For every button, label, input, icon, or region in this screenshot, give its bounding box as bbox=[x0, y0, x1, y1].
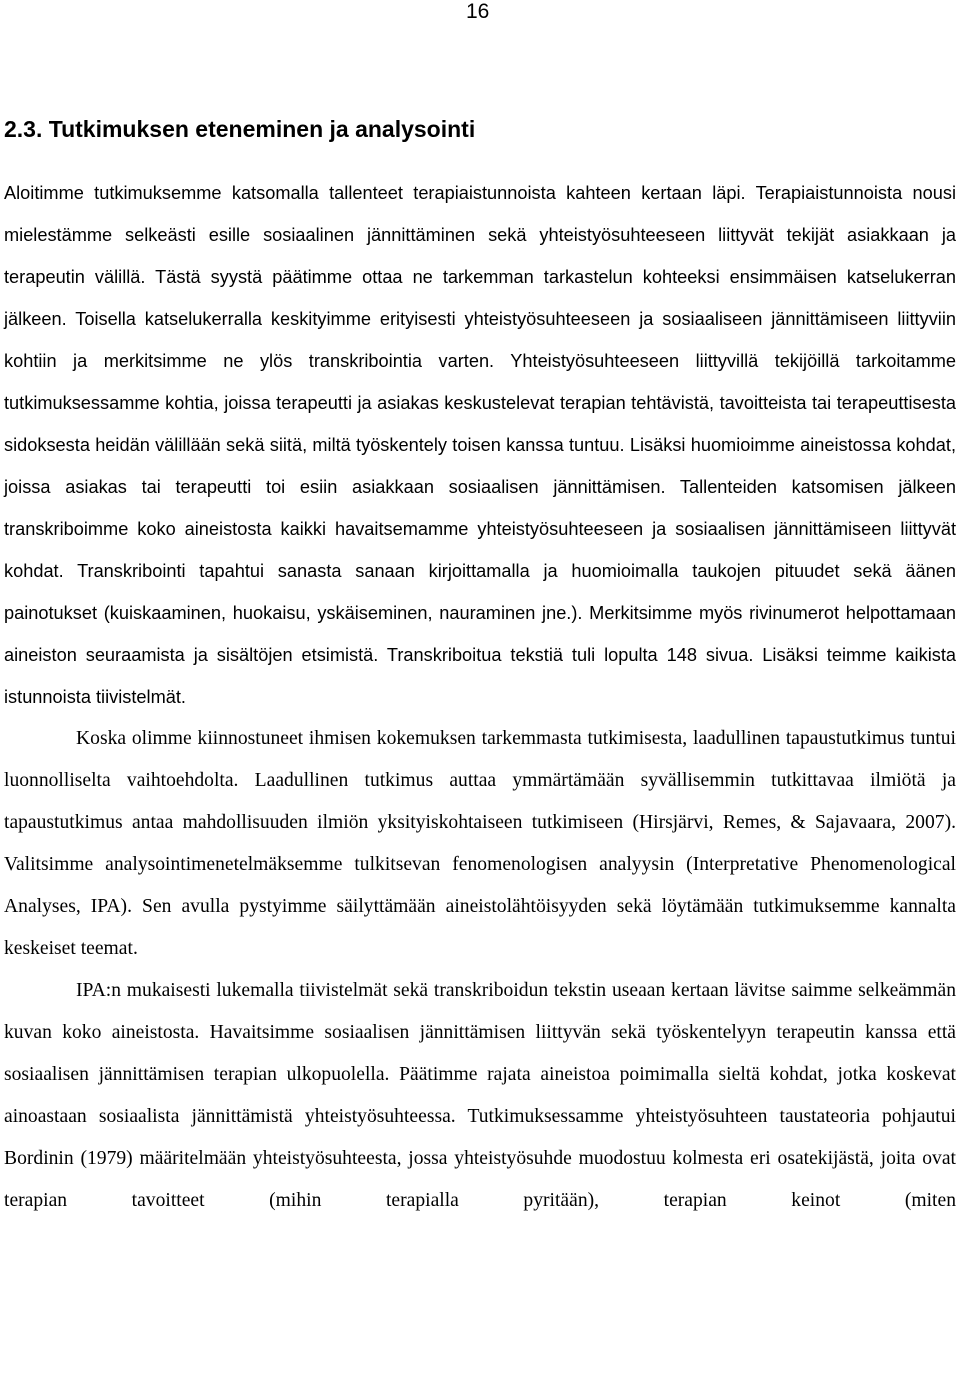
paragraph-2: Koska olimme kiinnostuneet ihmisen kokemuksen tarkemmasta tutkimisesta, laadullinen tapaustutkimus tuntui luonnolliselta vaihtoehdolta. Laadullinen tutkimus auttaa ymmärtämään syvällisemmin tutkittavaa ilmiötä ja tapaustutkimus antaa mahdollisuuden ilmiön yksityiskohtaiseen tutkimiseen (Hirsjärvi, Remes, & Sajavaara, 2007). Valitsimme analysointimenetelmäksemme tulkitsevan fenomenologisen analyysin (Interpretative Phenomenological Analyses, IPA). Sen avulla pystyimme säilyttämään aineistolähtöisyyden sekä löytämään tutkimuksemme kannalta keskeiset teemat. bbox=[4, 728, 956, 959]
page-number: 16 bbox=[466, 0, 490, 23]
paragraph-3: IPA:n mukaisesti lukemalla tiivistelmät sekä transkriboidun tekstin useaan kertaan lävitse saimme selkeämmän kuvan koko aineistosta. Havaitsimme sosiaalisen jännittämisen liittyvän sekä työskentelyyn terapeutin kanssa että sosiaalisen jännittämisen terapian ulkopuolella. Päätimme rajata aineistoa poimimalla sieltä kohdat, jotka koskevat ainoastaan sosiaalista jännittämistä yhteistyösuhteessa. Tutkimuksessamme yhteistyösuhteen taustateoria pohjautui Bordinin (1979) määritelmään yhteistyösuhteesta, jossa yhteistyösuhde muodostuu kolmesta eri osatekijästä, joita ovat terapian tavoitteet (mihin terapialla pyritään), terapian keinot (miten bbox=[4, 980, 956, 1211]
paragraph-1: Aloitimme tutkimuksemme katsomalla tallenteet terapiaistunnoista kahteen kertaan läpi. Terapiaistunnoista nousi mielestämme selkeästi esille sosiaalinen jännittäminen sekä yhteistyösuhteeseen liittyvät tekijät asiakkaan ja terapeutin välillä. Tästä syystä päätimme ottaa ne tarkemman tarkastelun kohteeksi ensimmäisen katselukerran jälkeen. Toisella katselukerralla keskityimme erityisesti yhteistyösuhteeseen ja sosiaaliseen jännittämiseen liittyviin kohtiin ja merkitsimme ne ylös transkribointia varten. Yhteistyösuhteeseen liittyvillä tekijöillä tarkoitamme tutkimuksessamme kohtia, joissa terapeutti ja asiakas keskustelevat terapian tehtävistä, tavoitteista tai terapeuttisesta sidoksesta heidän välillään sekä siitä, miltä työskentely toisen kanssa tuntuu. Lisäksi huomioimme aineistossa kohdat, joissa asiakas tai terapeutti toi esiin asiakkaan sosiaalisen jännittämisen. Tallenteiden katsomisen jälkeen transkriboimme koko aineistosta kaikki havaitsemamme yhteistyösuhteeseen ja sosiaalisen jännittämiseen liittyvät kohdat. Transkribointi tapahtui sanasta sanaan kirjoittamalla ja huomioimalla taukojen pituudet sekä äänen painotukset (kuiskaaminen, huokaisu, yskäiseminen, nauraminen jne.). Merkitsimme myös rivinumerot helpottamaan aineiston seuraamista ja sisältöjen etsimistä. Transkriboitua tekstiä tuli lopulta 148 sivua. Lisäksi teimme kaikista istunnoista tiivistelmät. bbox=[4, 183, 956, 707]
body-text bbox=[4, 172, 956, 1222]
section-heading: 2.3. Tutkimuksen eteneminen ja analysointi bbox=[4, 116, 476, 142]
